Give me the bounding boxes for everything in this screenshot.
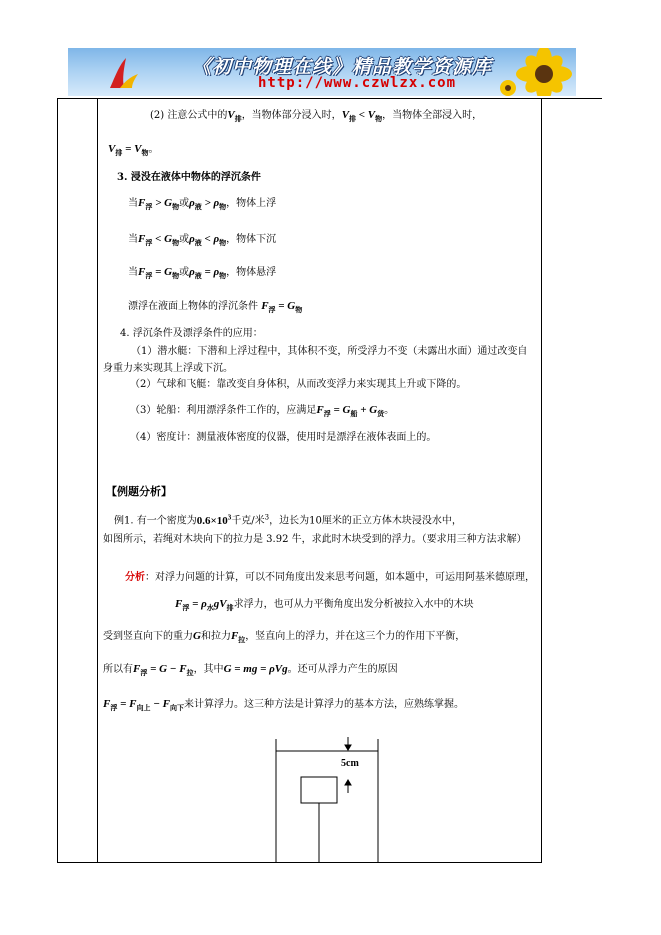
application-ship: （3）轮船：利用漂浮条件工作的，应满足$F_浮 = G_船 + G_货$。 <box>130 404 395 418</box>
sunflower-icon <box>496 48 576 96</box>
table-top-border <box>57 98 602 99</box>
condition-sink: 当$F_浮 < G_物$或$\rho_液 < \rho_物$，物体下沉 <box>128 233 277 247</box>
condition-rise: 当$F_浮 > G_物$或$\rho_液 > \rho_物$，物体上浮 <box>128 197 277 211</box>
analysis-line3: $F_浮 = \rho_水gV_排$求浮力，也可从力平衡角度出发分析被拉入水中的木块 <box>175 598 474 612</box>
example-header: 【例题分析】 <box>106 485 172 498</box>
condition-suspend: 当$F_浮 = G_物$或$\rho_液 = \rho_物$，物体悬浮 <box>128 266 277 280</box>
banner-url[interactable]: http://www.czwlzx.com <box>258 75 457 91</box>
header-banner <box>68 48 576 96</box>
floating-condition: 漂浮在液面上物体的浮沉条件 $F_浮 = G_物$ <box>128 300 303 314</box>
container-diagram <box>272 735 382 863</box>
container <box>276 739 378 862</box>
diagram-label-5cm: 5cm <box>341 758 359 769</box>
note-2-line2: $V_排 = V_物$。 <box>108 143 159 157</box>
example-1-body: 如图所示，若绳对木块向下的拉力是 3.92 牛，求此时木块受到的浮力。（要求用三种方法求解） <box>103 534 527 545</box>
table-column-divider <box>97 98 98 863</box>
analysis-line4: 受到竖直向下的重力G和拉力$F_拉$，竖直向上的浮力，并在这三个力的作用下平衡， <box>103 630 466 644</box>
application-submarine: （1）潜水艇：下潜和上浮过程中，其体积不变，所受浮力不变（未露出水面）通过改变自身重力来实现其上浮或下沉。 <box>103 346 528 374</box>
note-2-line1: (2) 注意公式中的$V_排$，当物体部分浸入时，$V_排 < V_物$，当物体全部浸入时， <box>150 109 483 123</box>
logo-icon <box>102 54 142 94</box>
application-hydrometer: （4）密度计：测量液体密度的仪器，使用时是漂浮在液体表面上的。 <box>130 432 437 443</box>
analysis-label: 分析 <box>125 572 145 583</box>
analysis-line6: $F_浮 = F_{向上} - F_{向下}$来计算浮力。这三种方法是计算浮力的基本方法，应熟练掌握。 <box>103 698 464 712</box>
application-balloon: （2）气球和飞艇：靠改变自身体积，从而改变浮力来实现其上升或下降的。 <box>130 379 467 390</box>
section-4-title: 4. 浮沉条件及漂浮条件的应用： <box>120 328 263 339</box>
example-1-line1: 例1. 有一个密度为$0.6\times 10^3$千克/米$^3$，边长为10厘米的正立方体木块浸没水中， <box>114 513 462 527</box>
wood-block <box>301 777 337 803</box>
analysis-para1: 分析：对浮力问题的计算，可以不同角度出发来思考问题，如本题中，可运用阿基米德原理， <box>125 572 535 583</box>
table-right-border <box>541 98 542 863</box>
table-left-border <box>57 98 58 863</box>
analysis-line5: 所以有$F_浮 = G - F_拉$，其中G = mg = ρVg。还可从浮力产生的原因 <box>103 663 398 677</box>
banner-title: 《初中物理在线》精品教学资源库 <box>192 56 493 78</box>
section-3-title: 3. 浸没在液体中物体的浮沉条件 <box>117 172 261 183</box>
